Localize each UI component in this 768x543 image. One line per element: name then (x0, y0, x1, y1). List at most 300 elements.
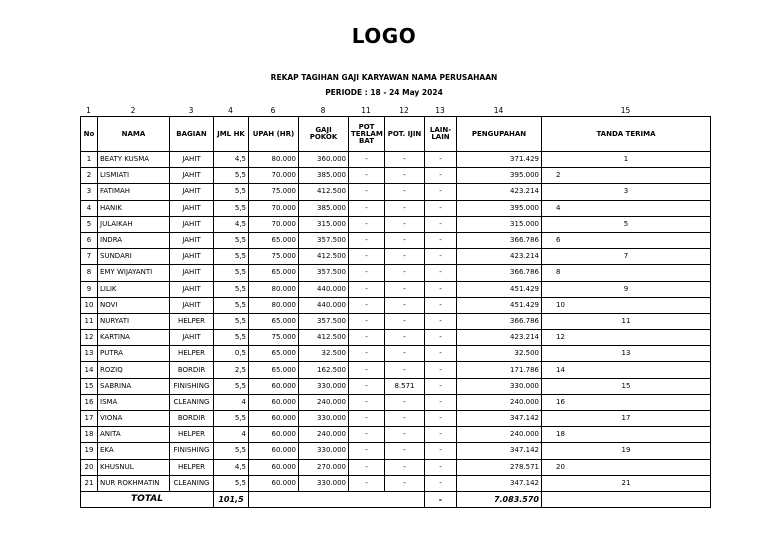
cell-nama: PUTRA (98, 346, 170, 362)
cell-pengupahan: 423.214 (457, 184, 542, 200)
cell-pot-ijin: - (385, 362, 425, 378)
cell-pot-ijin: - (385, 330, 425, 346)
total-empty (249, 491, 425, 507)
table-row (81, 346, 711, 362)
cell-bagian: JAHIT (170, 265, 214, 281)
column-number: 13 (435, 106, 445, 115)
cell-pengupahan: 371.429 (457, 152, 542, 168)
table-row (81, 297, 711, 313)
cell-lain-lain: - (425, 168, 457, 184)
signature-number-left: 2 (556, 171, 561, 180)
cell-jml-hk: 4 (214, 394, 249, 410)
cell-jml-hk: 4 (214, 427, 249, 443)
cell-upah: 60.000 (249, 427, 299, 443)
cell-tanda-terima (542, 362, 711, 378)
cell-jml-hk: 2,5 (214, 362, 249, 378)
cell-jml-hk: 5,5 (214, 330, 249, 346)
cell-bagian: HELPER (170, 313, 214, 329)
cell-jml-hk: 5,5 (214, 200, 249, 216)
cell-nama: NUR ROKHMATIN (98, 475, 170, 491)
cell-tanda-terima (542, 232, 711, 248)
cell-upah: 65.000 (249, 362, 299, 378)
signature-number-right: 9 (623, 284, 629, 293)
cell-tanda-terima (542, 475, 711, 491)
cell-no: 9 (81, 281, 98, 297)
cell-jml-hk: 5,5 (214, 297, 249, 313)
cell-pot-terlambat: - (349, 281, 385, 297)
signature-number-right: 5 (623, 219, 629, 228)
cell-tanda-terima (542, 427, 711, 443)
cell-no: 4 (81, 200, 98, 216)
cell-nama: VIONA (98, 411, 170, 427)
table-row (81, 200, 711, 216)
cell-pot-ijin: - (385, 281, 425, 297)
header-lain-lain: LAIN-LAIN (425, 117, 457, 152)
header-pot-terlambat: POT TERLAM BAT (349, 117, 385, 152)
cell-no: 5 (81, 216, 98, 232)
cell-no: 19 (81, 443, 98, 459)
cell-tanda-terima (542, 265, 711, 281)
cell-bagian: FINISHING (170, 378, 214, 394)
cell-upah: 60.000 (249, 394, 299, 410)
cell-pot-terlambat: - (349, 249, 385, 265)
cell-gaji-pokok: 412.500 (299, 184, 349, 200)
cell-bagian: CLEANING (170, 394, 214, 410)
column-number: 11 (361, 106, 371, 115)
column-number: 8 (320, 106, 326, 115)
cell-pot-terlambat: - (349, 200, 385, 216)
table-row (81, 168, 711, 184)
cell-no: 6 (81, 232, 98, 248)
cell-upah: 65.000 (249, 265, 299, 281)
cell-pot-terlambat: - (349, 313, 385, 329)
cell-pot-ijin: - (385, 459, 425, 475)
cell-pengupahan: 330.000 (457, 378, 542, 394)
column-number: 15 (620, 106, 631, 115)
cell-no: 18 (81, 427, 98, 443)
header-no: No (81, 117, 98, 152)
total-label: TOTAL (81, 491, 214, 507)
cell-tanda-terima (542, 346, 711, 362)
cell-pengupahan: 395.000 (457, 168, 542, 184)
table-row (81, 459, 711, 475)
signature-number-right: 3 (623, 187, 629, 196)
total-row (81, 491, 711, 507)
signature-number-left: 14 (556, 365, 565, 374)
cell-pot-ijin: - (385, 297, 425, 313)
cell-gaji-pokok: 330.000 (299, 475, 349, 491)
cell-lain-lain: - (425, 297, 457, 313)
signature-number-left: 8 (556, 268, 561, 277)
cell-pot-ijin: - (385, 232, 425, 248)
cell-pot-terlambat: - (349, 184, 385, 200)
cell-lain-lain: - (425, 281, 457, 297)
cell-jml-hk: 4,5 (214, 459, 249, 475)
cell-pot-ijin: - (385, 346, 425, 362)
table-row (81, 443, 711, 459)
signature-number-right: 19 (621, 446, 631, 455)
header-tanda-terima: TANDA TERIMA (542, 117, 711, 152)
column-number: 14 (493, 106, 504, 115)
cell-nama: KHUSNUL (98, 459, 170, 475)
signature-number-left: 6 (556, 236, 561, 245)
header-jml-hk: JML HK (214, 117, 249, 152)
cell-no: 10 (81, 297, 98, 313)
column-number-row (80, 106, 710, 116)
cell-pot-ijin: - (385, 411, 425, 427)
cell-pot-terlambat: - (349, 411, 385, 427)
cell-lain-lain: - (425, 346, 457, 362)
cell-upah: 80.000 (249, 152, 299, 168)
cell-pot-terlambat: - (349, 330, 385, 346)
cell-pot-ijin: - (385, 443, 425, 459)
cell-pot-terlambat: - (349, 265, 385, 281)
cell-tanda-terima (542, 216, 711, 232)
cell-pot-ijin: - (385, 184, 425, 200)
cell-pengupahan: 32.500 (457, 346, 542, 362)
cell-bagian: JAHIT (170, 152, 214, 168)
table-row (81, 362, 711, 378)
cell-bagian: HELPER (170, 459, 214, 475)
header-upah: UPAH (HR) (249, 117, 299, 152)
cell-no: 12 (81, 330, 98, 346)
cell-pot-terlambat: - (349, 346, 385, 362)
table-row (81, 281, 711, 297)
signature-number-right: 17 (621, 414, 631, 423)
cell-bagian: JAHIT (170, 330, 214, 346)
cell-upah: 80.000 (249, 281, 299, 297)
cell-pot-terlambat: - (349, 362, 385, 378)
cell-gaji-pokok: 357.500 (299, 313, 349, 329)
cell-bagian: JAHIT (170, 168, 214, 184)
cell-pengupahan: 240.000 (457, 427, 542, 443)
signature-number-right: 11 (621, 316, 631, 325)
cell-bagian: FINISHING (170, 443, 214, 459)
cell-pot-terlambat: - (349, 232, 385, 248)
cell-jml-hk: 4,5 (214, 152, 249, 168)
cell-no: 13 (81, 346, 98, 362)
cell-nama: SUNDARI (98, 249, 170, 265)
cell-lain-lain: - (425, 394, 457, 410)
cell-gaji-pokok: 162.500 (299, 362, 349, 378)
cell-gaji-pokok: 360.000 (299, 152, 349, 168)
cell-upah: 60.000 (249, 378, 299, 394)
cell-tanda-terima (542, 152, 711, 168)
cell-bagian: JAHIT (170, 281, 214, 297)
cell-gaji-pokok: 270.000 (299, 459, 349, 475)
cell-nama: NURYATI (98, 313, 170, 329)
cell-tanda-terima (542, 394, 711, 410)
cell-pot-terlambat: - (349, 475, 385, 491)
cell-tanda-terima (542, 168, 711, 184)
cell-pot-ijin: - (385, 394, 425, 410)
total-hk: 101,5 (214, 491, 249, 507)
cell-pengupahan: 347.142 (457, 443, 542, 459)
cell-upah: 60.000 (249, 459, 299, 475)
cell-no: 8 (81, 265, 98, 281)
column-number: 4 (228, 106, 233, 115)
cell-lain-lain: - (425, 216, 457, 232)
cell-upah: 70.000 (249, 168, 299, 184)
cell-gaji-pokok: 330.000 (299, 443, 349, 459)
cell-tanda-terima (542, 297, 711, 313)
cell-pengupahan: 347.142 (457, 411, 542, 427)
cell-pot-ijin: - (385, 152, 425, 168)
cell-gaji-pokok: 330.000 (299, 378, 349, 394)
cell-tanda-terima (542, 411, 711, 427)
table-row (81, 475, 711, 491)
column-number: 3 (188, 106, 194, 115)
cell-gaji-pokok: 240.000 (299, 427, 349, 443)
cell-gaji-pokok: 357.500 (299, 265, 349, 281)
cell-bagian: JAHIT (170, 216, 214, 232)
signature-number-right: 7 (623, 252, 629, 261)
cell-no: 20 (81, 459, 98, 475)
header-pengupahan: PENGUPAHAN (457, 117, 542, 152)
cell-gaji-pokok: 357.500 (299, 232, 349, 248)
cell-no: 16 (81, 394, 98, 410)
document-title: REKAP TAGIHAN GAJI KARYAWAN NAMA PERUSAHAAN (270, 73, 498, 82)
signature-number-left: 16 (556, 397, 565, 406)
table-row (81, 330, 711, 346)
cell-gaji-pokok: 330.000 (299, 411, 349, 427)
cell-no: 17 (81, 411, 98, 427)
cell-tanda-terima (542, 249, 711, 265)
total-lain: - (425, 491, 457, 507)
cell-pengupahan: 451.429 (457, 281, 542, 297)
cell-lain-lain: - (425, 443, 457, 459)
cell-upah: 75.000 (249, 249, 299, 265)
cell-tanda-terima (542, 313, 711, 329)
signature-number-left: 10 (556, 300, 565, 309)
cell-jml-hk: 5,5 (214, 411, 249, 427)
cell-pengupahan: 366.786 (457, 265, 542, 281)
table-row (81, 232, 711, 248)
cell-jml-hk: 4,5 (214, 216, 249, 232)
table-row (81, 249, 711, 265)
header-bagian: BAGIAN (170, 117, 214, 152)
cell-pot-ijin: - (385, 168, 425, 184)
cell-pot-ijin: - (385, 200, 425, 216)
signature-number-right: 21 (621, 478, 631, 487)
cell-pengupahan: 366.786 (457, 232, 542, 248)
cell-nama: HANIK (98, 200, 170, 216)
cell-jml-hk: 5,5 (214, 265, 249, 281)
cell-lain-lain: - (425, 459, 457, 475)
cell-nama: LILIK (98, 281, 170, 297)
cell-bagian: HELPER (170, 427, 214, 443)
cell-jml-hk: 5,5 (214, 475, 249, 491)
table-row (81, 152, 711, 168)
cell-gaji-pokok: 440.000 (299, 281, 349, 297)
cell-nama: INDRA (98, 232, 170, 248)
cell-lain-lain: - (425, 378, 457, 394)
cell-upah: 60.000 (249, 411, 299, 427)
cell-upah: 60.000 (249, 443, 299, 459)
table-row (81, 427, 711, 443)
cell-lain-lain: - (425, 152, 457, 168)
cell-tanda-terima (542, 200, 711, 216)
cell-gaji-pokok: 32.500 (299, 346, 349, 362)
signature-number-right: 13 (621, 349, 631, 358)
cell-upah: 75.000 (249, 330, 299, 346)
cell-lain-lain: - (425, 232, 457, 248)
cell-lain-lain: - (425, 200, 457, 216)
cell-tanda-terima (542, 330, 711, 346)
cell-jml-hk: 5,5 (214, 232, 249, 248)
cell-pot-ijin: - (385, 313, 425, 329)
signature-number-left: 12 (556, 333, 565, 342)
cell-no: 3 (81, 184, 98, 200)
cell-lain-lain: - (425, 313, 457, 329)
salary-table (80, 116, 711, 508)
cell-nama: EMY WIJAYANTI (98, 265, 170, 281)
cell-gaji-pokok: 315.000 (299, 216, 349, 232)
header-gaji-pokok: GAJI POKOK (299, 117, 349, 152)
cell-bagian: CLEANING (170, 475, 214, 491)
cell-pot-ijin: - (385, 216, 425, 232)
cell-upah: 75.000 (249, 184, 299, 200)
cell-upah: 65.000 (249, 232, 299, 248)
total-signature (542, 491, 711, 507)
cell-pengupahan: 240.000 (457, 394, 542, 410)
cell-pengupahan: 395.000 (457, 200, 542, 216)
cell-bagian: BORDIR (170, 411, 214, 427)
cell-lain-lain: - (425, 427, 457, 443)
signature-number-right: 1 (623, 155, 629, 164)
cell-nama: NOVI (98, 297, 170, 313)
cell-pot-terlambat: - (349, 297, 385, 313)
cell-pot-terlambat: - (349, 443, 385, 459)
cell-bagian: JAHIT (170, 200, 214, 216)
cell-no: 14 (81, 362, 98, 378)
cell-pot-terlambat: - (349, 216, 385, 232)
cell-pot-terlambat: - (349, 427, 385, 443)
cell-gaji-pokok: 440.000 (299, 297, 349, 313)
cell-jml-hk: 5,5 (214, 313, 249, 329)
cell-gaji-pokok: 412.500 (299, 249, 349, 265)
cell-pot-ijin: - (385, 475, 425, 491)
cell-nama: EKA (98, 443, 170, 459)
cell-upah: 80.000 (249, 297, 299, 313)
cell-pot-terlambat: - (349, 152, 385, 168)
cell-tanda-terima (542, 459, 711, 475)
cell-tanda-terima (542, 443, 711, 459)
cell-tanda-terima (542, 281, 711, 297)
cell-lain-lain: - (425, 362, 457, 378)
cell-lain-lain: - (425, 411, 457, 427)
cell-pot-ijin: 8.571 (385, 378, 425, 394)
column-number: 12 (399, 106, 409, 115)
cell-no: 15 (81, 378, 98, 394)
cell-nama: ROZIQ (98, 362, 170, 378)
cell-pot-ijin: - (385, 265, 425, 281)
cell-pot-terlambat: - (349, 378, 385, 394)
cell-no: 2 (81, 168, 98, 184)
header-pot-ijin: POT. IJIN (385, 117, 425, 152)
cell-gaji-pokok: 412.500 (299, 330, 349, 346)
header-nama: NAMA (98, 117, 170, 152)
cell-jml-hk: 5,5 (214, 249, 249, 265)
cell-no: 7 (81, 249, 98, 265)
cell-gaji-pokok: 385.000 (299, 200, 349, 216)
cell-pengupahan: 171.786 (457, 362, 542, 378)
cell-jml-hk: 5,5 (214, 378, 249, 394)
cell-lain-lain: - (425, 265, 457, 281)
table-row (81, 313, 711, 329)
table-row (81, 265, 711, 281)
cell-upah: 70.000 (249, 216, 299, 232)
cell-pengupahan: 366.786 (457, 313, 542, 329)
cell-nama: FATIMAH (98, 184, 170, 200)
cell-gaji-pokok: 240.000 (299, 394, 349, 410)
cell-tanda-terima (542, 378, 711, 394)
table-row (81, 394, 711, 410)
total-pengupahan: 7.083.570 (457, 491, 542, 507)
column-number: 2 (130, 106, 136, 115)
logo-text: LOGO (351, 24, 417, 48)
cell-pengupahan: 347.142 (457, 475, 542, 491)
cell-lain-lain: - (425, 330, 457, 346)
cell-no: 21 (81, 475, 98, 491)
cell-pot-ijin: - (385, 427, 425, 443)
cell-nama: LISMIATI (98, 168, 170, 184)
signature-number-left: 20 (556, 462, 565, 471)
cell-nama: ISMA (98, 394, 170, 410)
signature-number-right: 15 (621, 381, 631, 390)
cell-nama: ANITA (98, 427, 170, 443)
cell-jml-hk: 5,5 (214, 168, 249, 184)
cell-lain-lain: - (425, 249, 457, 265)
period-label: PERIODE : 18 - 24 May 2024 (325, 88, 443, 97)
cell-pot-terlambat: - (349, 168, 385, 184)
cell-nama: JULAIKAH (98, 216, 170, 232)
cell-upah: 70.000 (249, 200, 299, 216)
cell-bagian: BORDIR (170, 362, 214, 378)
cell-upah: 65.000 (249, 346, 299, 362)
table-row (81, 184, 711, 200)
cell-upah: 65.000 (249, 313, 299, 329)
cell-bagian: JAHIT (170, 184, 214, 200)
cell-no: 11 (81, 313, 98, 329)
column-number: 1 (86, 106, 91, 115)
table-row (81, 411, 711, 427)
cell-jml-hk: 0,5 (214, 346, 249, 362)
cell-pengupahan: 423.214 (457, 330, 542, 346)
cell-tanda-terima (542, 184, 711, 200)
column-number: 6 (270, 106, 276, 115)
signature-number-left: 18 (556, 430, 565, 439)
cell-bagian: HELPER (170, 346, 214, 362)
cell-no: 1 (81, 152, 98, 168)
cell-pengupahan: 315.000 (457, 216, 542, 232)
signature-number-left: 4 (556, 203, 561, 212)
cell-pengupahan: 278.571 (457, 459, 542, 475)
cell-bagian: JAHIT (170, 297, 214, 313)
table-row (81, 216, 711, 232)
cell-pot-terlambat: - (349, 394, 385, 410)
cell-pengupahan: 451.429 (457, 297, 542, 313)
table-row (81, 378, 711, 394)
cell-pengupahan: 423.214 (457, 249, 542, 265)
cell-gaji-pokok: 385.000 (299, 168, 349, 184)
cell-jml-hk: 5,5 (214, 281, 249, 297)
cell-nama: BEATY KUSMA (98, 152, 170, 168)
cell-lain-lain: - (425, 475, 457, 491)
cell-nama: KARTINA (98, 330, 170, 346)
cell-pot-ijin: - (385, 249, 425, 265)
table-header-row (81, 117, 711, 152)
